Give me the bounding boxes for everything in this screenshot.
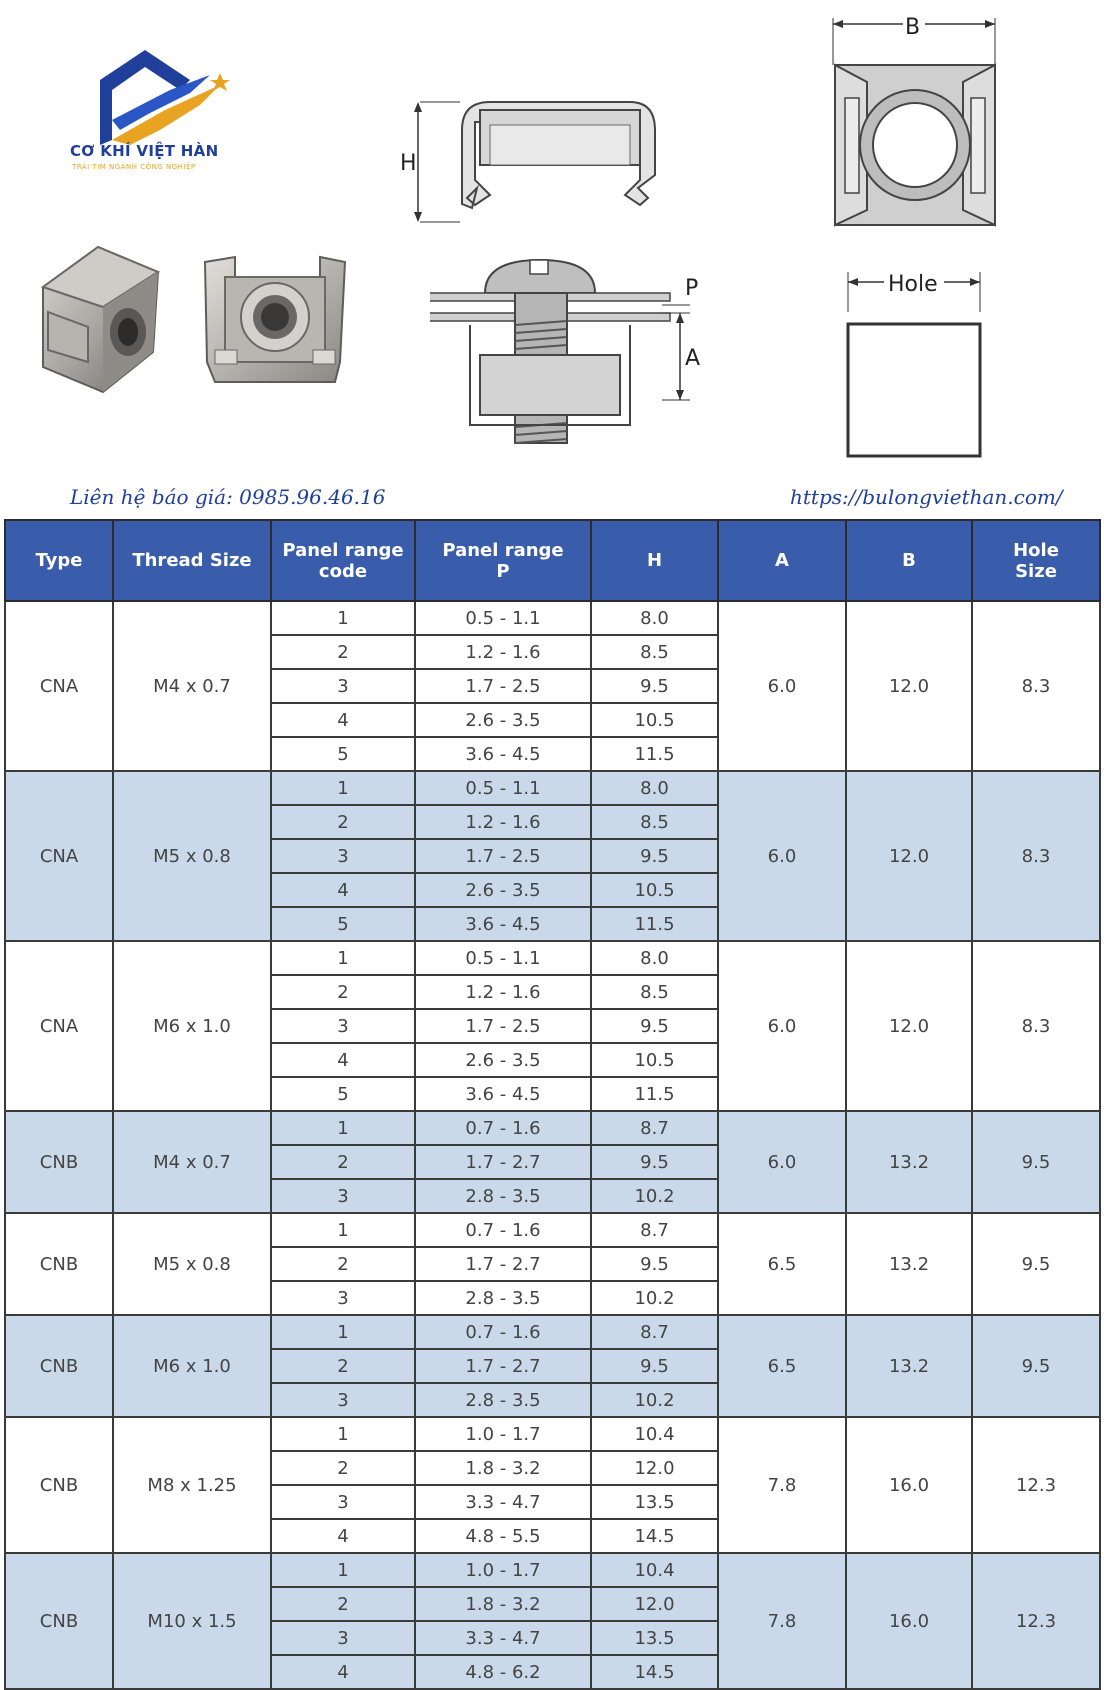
cell-panel-range-p: 1.0 - 1.7 [415,1417,591,1451]
cell-a: 6.5 [718,1315,846,1417]
cell-a: 7.8 [718,1417,846,1553]
header-panel-range-p [415,520,591,601]
cell-thread-size: M8 x 1.25 [113,1417,271,1553]
header-panel-range-p-line1: Panel range [442,539,564,561]
table-header-row [5,520,1100,601]
cell-panel-range-code: 2 [271,1587,415,1621]
cell-h: 14.5 [591,1655,718,1689]
cell-panel-range-code: 3 [271,669,415,703]
cell-panel-range-code: 1 [271,1213,415,1247]
cell-h: 9.5 [591,839,718,873]
cell-h: 9.5 [591,1145,718,1179]
cell-hole-size: 8.3 [972,601,1100,771]
cell-thread-size: M4 x 0.7 [113,1111,271,1213]
cell-a: 6.5 [718,1213,846,1315]
label-h: H [400,151,417,176]
header-panel-range-code [271,520,415,601]
cell-type: CNB [5,1213,113,1315]
cell-h: 8.0 [591,771,718,805]
cell-h: 8.5 [591,805,718,839]
cell-panel-range-p: 2.8 - 3.5 [415,1281,591,1315]
cell-panel-range-p: 3.3 - 4.7 [415,1485,591,1519]
cell-panel-range-code: 1 [271,601,415,635]
cell-a: 6.0 [718,601,846,771]
cell-panel-range-code: 4 [271,873,415,907]
header-hole-size [972,520,1100,601]
cell-b: 16.0 [846,1417,972,1553]
cell-panel-range-p: 1.7 - 2.5 [415,1009,591,1043]
label-b: B [905,15,921,40]
cell-b: 16.0 [846,1553,972,1689]
cell-type: CNB [5,1315,113,1417]
specification-table [4,519,1101,1690]
cell-b: 13.2 [846,1315,972,1417]
cell-panel-range-code: 2 [271,635,415,669]
cell-panel-range-code: 3 [271,1179,415,1213]
table-row [5,1417,1100,1451]
side-view-diagram [400,100,670,230]
cell-panel-range-p: 1.2 - 1.6 [415,975,591,1009]
cell-panel-range-code: 1 [271,1553,415,1587]
cell-panel-range-p: 0.7 - 1.6 [415,1315,591,1349]
cell-panel-range-p: 1.7 - 2.7 [415,1247,591,1281]
cell-h: 13.5 [591,1485,718,1519]
cell-thread-size: M6 x 1.0 [113,941,271,1111]
cell-panel-range-p: 2.6 - 3.5 [415,703,591,737]
table-row [5,1315,1100,1349]
cell-panel-range-p: 0.7 - 1.6 [415,1111,591,1145]
cell-panel-range-code: 5 [271,737,415,771]
cell-h: 8.7 [591,1315,718,1349]
cell-h: 14.5 [591,1519,718,1553]
cell-panel-range-p: 1.7 - 2.5 [415,839,591,873]
label-a: A [685,346,701,371]
cell-panel-range-p: 0.7 - 1.6 [415,1213,591,1247]
header-thread-size: Thread Size [113,520,271,601]
cell-panel-range-code: 4 [271,703,415,737]
cell-panel-range-p: 2.6 - 3.5 [415,1043,591,1077]
cell-h: 11.5 [591,1077,718,1111]
table-row [5,771,1100,805]
brand-name: CƠ KHÍ VIỆT HÀN [70,142,219,160]
cell-panel-range-code: 4 [271,1519,415,1553]
cell-panel-range-p: 0.5 - 1.1 [415,941,591,975]
cell-panel-range-code: 5 [271,1077,415,1111]
cell-h: 10.5 [591,1043,718,1077]
cell-panel-range-code: 1 [271,1315,415,1349]
cell-h: 8.5 [591,975,718,1009]
cell-panel-range-code: 3 [271,1485,415,1519]
cell-panel-range-code: 2 [271,1145,415,1179]
cell-panel-range-p: 1.2 - 1.6 [415,805,591,839]
cell-h: 13.5 [591,1621,718,1655]
header-b: B [846,520,972,601]
cell-h: 8.0 [591,941,718,975]
header-hole-size-line2: Size [1015,560,1057,582]
cell-h: 9.5 [591,669,718,703]
cell-h: 12.0 [591,1451,718,1485]
cell-panel-range-p: 1.2 - 1.6 [415,635,591,669]
table-row [5,1553,1100,1587]
hole-diagram [840,262,990,462]
cell-hole-size: 8.3 [972,941,1100,1111]
cell-b: 13.2 [846,1213,972,1315]
cell-panel-range-code: 4 [271,1655,415,1689]
cell-panel-range-p: 2.8 - 3.5 [415,1179,591,1213]
cell-h: 8.7 [591,1111,718,1145]
cell-h: 9.5 [591,1349,718,1383]
label-hole: Hole [888,272,938,297]
header-panel-range-code-line2: code [318,560,368,582]
cell-a: 6.0 [718,941,846,1111]
cell-panel-range-code: 1 [271,1417,415,1451]
cell-panel-range-code: 4 [271,1043,415,1077]
contact-phone: Liên hệ báo giá: 0985.96.46.16 [70,485,386,509]
cell-panel-range-code: 5 [271,907,415,941]
cell-panel-range-p: 1.8 - 3.2 [415,1587,591,1621]
header-a: A [718,520,846,601]
label-p: P [685,276,699,301]
cell-panel-range-p: 3.6 - 4.5 [415,907,591,941]
cell-h: 10.5 [591,873,718,907]
header-hole-size-line1: Hole [1013,539,1059,561]
cell-panel-range-p: 3.6 - 4.5 [415,737,591,771]
cell-panel-range-p: 4.8 - 5.5 [415,1519,591,1553]
table-row [5,1213,1100,1247]
cell-panel-range-code: 3 [271,1383,415,1417]
cage-nut-photo-side [18,232,178,412]
cell-panel-range-p: 4.8 - 6.2 [415,1655,591,1689]
cell-h: 10.4 [591,1553,718,1587]
top-view-diagram [825,10,1005,235]
cell-panel-range-code: 1 [271,771,415,805]
cell-a: 7.8 [718,1553,846,1689]
cell-thread-size: M6 x 1.0 [113,1315,271,1417]
cell-panel-range-code: 2 [271,805,415,839]
cell-h: 10.5 [591,703,718,737]
cell-panel-range-code: 2 [271,1349,415,1383]
cell-h: 11.5 [591,737,718,771]
cell-type: CNA [5,941,113,1111]
cell-panel-range-p: 1.7 - 2.7 [415,1349,591,1383]
cell-h: 10.2 [591,1281,718,1315]
cell-thread-size: M5 x 0.8 [113,771,271,941]
cell-h: 8.5 [591,635,718,669]
cell-hole-size: 9.5 [972,1315,1100,1417]
cell-type: CNA [5,771,113,941]
website-link[interactable]: https://bulongviethan.com/ [790,485,1063,509]
cell-h: 9.5 [591,1009,718,1043]
cell-type: CNB [5,1417,113,1553]
hero-section [0,0,1104,515]
cell-type: CNB [5,1553,113,1689]
header-panel-range-code-line1: Panel range [282,539,404,561]
cell-hole-size: 12.3 [972,1553,1100,1689]
cell-panel-range-p: 3.3 - 4.7 [415,1621,591,1655]
table-body [5,601,1100,1689]
table-row [5,1111,1100,1145]
cell-b: 12.0 [846,771,972,941]
cell-panel-range-code: 3 [271,1621,415,1655]
cell-panel-range-p: 1.0 - 1.7 [415,1553,591,1587]
cell-h: 11.5 [591,907,718,941]
cell-panel-range-p: 1.7 - 2.7 [415,1145,591,1179]
cell-type: CNB [5,1111,113,1213]
cell-panel-range-code: 2 [271,1451,415,1485]
cell-a: 6.0 [718,771,846,941]
cell-panel-range-code: 3 [271,1009,415,1043]
cell-panel-range-p: 2.6 - 3.5 [415,873,591,907]
cell-h: 12.0 [591,1587,718,1621]
cell-panel-range-p: 0.5 - 1.1 [415,771,591,805]
cell-hole-size: 8.3 [972,771,1100,941]
cell-b: 12.0 [846,601,972,771]
cell-panel-range-p: 2.8 - 3.5 [415,1383,591,1417]
cell-panel-range-p: 1.8 - 3.2 [415,1451,591,1485]
cell-h: 10.4 [591,1417,718,1451]
cell-a: 6.0 [718,1111,846,1213]
header-type: Type [5,520,113,601]
cell-b: 13.2 [846,1111,972,1213]
header-h: H [591,520,718,601]
header-panel-range-p-line2: P [496,560,510,582]
cell-h: 8.7 [591,1213,718,1247]
cell-h: 9.5 [591,1247,718,1281]
cell-panel-range-code: 3 [271,839,415,873]
cell-thread-size: M5 x 0.8 [113,1213,271,1315]
table-row [5,941,1100,975]
cell-panel-range-code: 2 [271,975,415,1009]
assembly-diagram [430,255,720,475]
cell-panel-range-code: 1 [271,941,415,975]
cell-type: CNA [5,601,113,771]
table-row [5,601,1100,635]
cell-h: 8.0 [591,601,718,635]
cell-panel-range-p: 1.7 - 2.5 [415,669,591,703]
cell-thread-size: M4 x 0.7 [113,601,271,771]
cell-hole-size: 9.5 [972,1111,1100,1213]
cell-h: 10.2 [591,1179,718,1213]
cell-b: 12.0 [846,941,972,1111]
cell-panel-range-code: 2 [271,1247,415,1281]
cell-panel-range-code: 3 [271,1281,415,1315]
cell-hole-size: 12.3 [972,1417,1100,1553]
cell-panel-range-p: 3.6 - 4.5 [415,1077,591,1111]
cell-panel-range-code: 1 [271,1111,415,1145]
cage-nut-photo-top [195,232,355,412]
cell-hole-size: 9.5 [972,1213,1100,1315]
cell-h: 10.2 [591,1383,718,1417]
cell-thread-size: M10 x 1.5 [113,1553,271,1689]
cell-panel-range-p: 0.5 - 1.1 [415,601,591,635]
brand-tagline: TRÁI TIM NGÀNH CÔNG NGHIỆP [72,163,196,171]
